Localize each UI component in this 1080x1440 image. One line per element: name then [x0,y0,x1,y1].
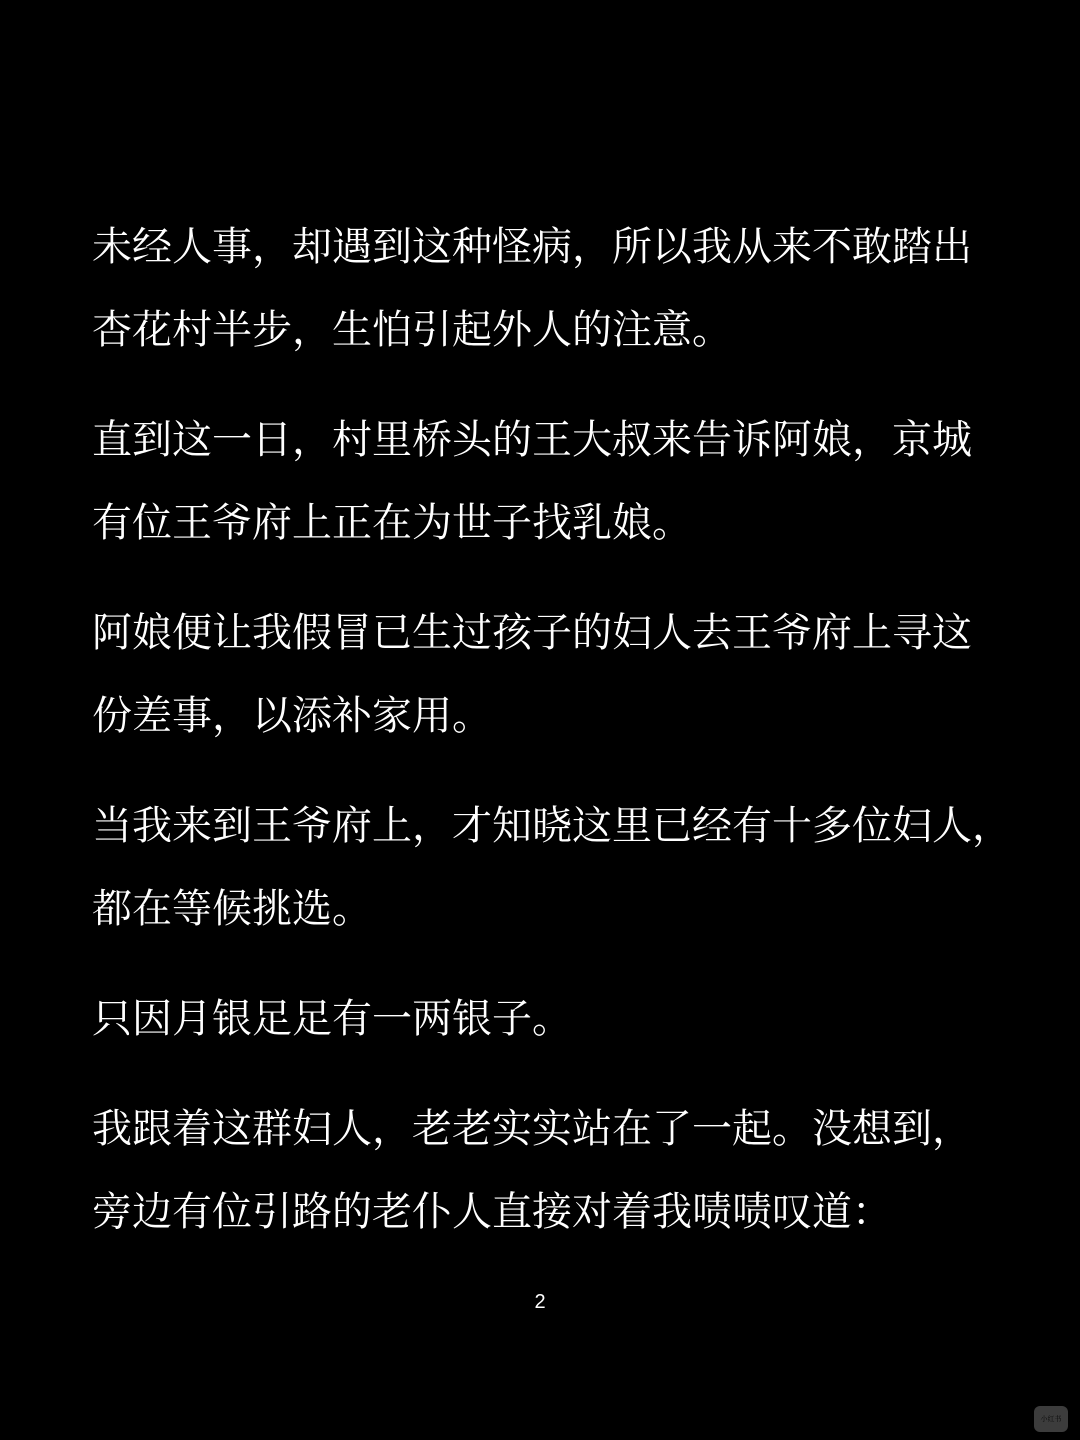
page-number: 2 [534,1291,546,1313]
text-line: 当我来到王爷府上，才知晓这里已经有十多位妇人， [92,803,1012,849]
text-line: 阿娘便让我假冒已生过孩子的妇人去王爷府上寻这 [92,610,972,656]
text-line: 都在等候挑选。 [92,886,372,932]
text-line: 只因月银足足有一两银子。 [92,996,572,1042]
text-line: 杏花村半步，生怕引起外人的注意。 [92,307,732,353]
text-line: 我跟着这群妇人，老老实实站在了一起。没想到， [92,1106,972,1152]
paragraph-1 [92,206,992,372]
text-line: 旁边有位引路的老仆人直接对着我啧啧叹道： [92,1189,892,1235]
story-text [92,206,1012,1281]
xiaohongshu-watermark-icon [1034,1406,1068,1432]
paragraph-5 [92,978,992,1061]
paragraph-2 [92,399,992,565]
paragraph-3 [92,592,992,758]
paragraph-6 [92,1088,992,1254]
text-line: 份差事，以添补家用。 [92,693,492,739]
text-line: 有位王爷府上正在为世子找乳娘。 [92,500,692,546]
paragraph-4 [92,785,1012,951]
text-line: 未经人事，却遇到这种怪病，所以我从来不敢踏出 [92,224,972,270]
watermark-text: 小红书 [1040,1415,1062,1423]
text-line: 直到这一日，村里桥头的王大叔来告诉阿娘，京城 [92,417,972,463]
